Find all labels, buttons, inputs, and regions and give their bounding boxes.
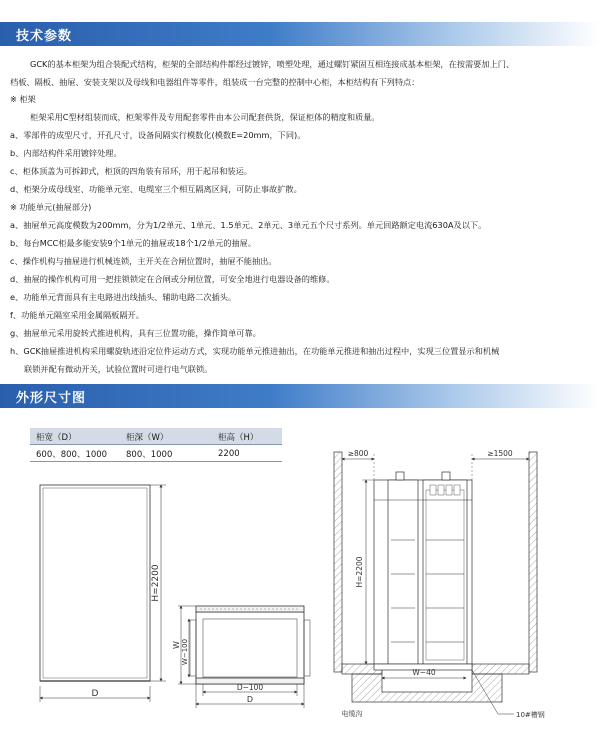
frame-item-d: d、柜架分成母线室、功能单元室、电缆室三个相互隔离区间，可防止事故扩散。 [10, 184, 302, 194]
top-depth-inner-label: W−100 [181, 638, 189, 666]
top-width-label: D [246, 695, 254, 704]
top-width-inner-label: D−100 [236, 683, 264, 692]
intro-line-2: 档板、隔板、抽屉、安装支架以及母线和电器组件等零件，组装成一台完整的控制中心柜，本柜结构有下列特点： [10, 77, 420, 87]
side-front-clearance-label: ≥800 [347, 449, 369, 458]
functional-item-b: b、每台MCC柜最多能安装9个1单元的抽屉或18个1/2单元的抽屉。 [10, 238, 257, 248]
side-rear-clearance-label: ≥1500 [487, 449, 513, 458]
side-base-label: W−40 [412, 668, 436, 677]
functional-item-h: h、GCK抽屉推进机构采用螺旋轨迹沿定位件运动方式，实现功能单元推进抽出，在功能单元推进和抽出过程中，实现三位置显示和机械 [10, 346, 500, 356]
front-height-label: H=2200 [151, 564, 161, 602]
value-height: 2200 [212, 445, 282, 462]
intro-line-1: GCK的基本柜架为组合装配式结构，柜架的全部结构件都经过镀锌，喷塑处理，通过螺钉紧固互相连接成基本柜架，在按需要加上门、 [30, 59, 515, 69]
frame-item-c: c、柜体顶盖为可拆卸式，柜顶的四角装有吊环，用于起吊和装运。 [10, 166, 252, 176]
front-width-label: D [91, 689, 99, 699]
section-title: 外形尺寸图 [16, 391, 87, 406]
frame-item-a: a、零部件的成型尺寸，开孔尺寸，设备间隔实行模数化(模数E=20mm，下同)。 [10, 130, 306, 140]
frame-item-b: b、内部结构件采用镀锌处理。 [10, 148, 122, 158]
value-width: 600、800、1000 [30, 445, 120, 462]
channel-steel-label: 10#槽钢 [516, 711, 545, 719]
frame-desc: 柜架采用C型材组装而成，柜架零件及专用配套零件由本公司配套供货，保证柜体的精度和质量。 [30, 112, 380, 122]
side-height-label: H=2200 [355, 556, 364, 588]
header-height: 柜高（H） [212, 428, 282, 445]
cable-trench-label: 电缆沟 [341, 710, 363, 718]
header-depth: 柜深（W） [120, 428, 212, 445]
functional-item-h-cont: 联锁并配有微动开关，试验位置时可进行电气联锁。 [24, 364, 213, 374]
functional-item-d: d、抽屉的操作机构可用一把挂锁锁定在合闸或分闸位置，可安全地进行电器设备的维修。 [10, 274, 335, 284]
section-title: 技术参数 [16, 29, 73, 44]
functional-item-g: g、抽屉单元采用旋转式推进机构，具有三位置功能，操作简单可靠。 [10, 328, 261, 338]
frame-heading: ※ 柜架 [10, 94, 36, 104]
top-depth-label: W [172, 641, 181, 649]
header-width: 柜宽（D） [30, 428, 120, 445]
value-depth: 800、1000 [120, 445, 212, 462]
functional-item-f: f、功能单元隔室采用金属隔板隔开。 [10, 310, 144, 320]
functional-item-a: a、抽屉单元高度模数为200mm，分为1/2单元、1单元、1.5单元、2单元、3单元五个尺寸系列。单元回路额定电流630A及以下。 [10, 220, 487, 230]
functional-item-c: c、操作机构与抽屉进行机械连锁，主开关在合闸位置时，抽屉不能抽出。 [10, 256, 277, 266]
front-view-drawing [40, 485, 166, 702]
functional-heading: ※ 功能单元(抽屉部分) [10, 202, 92, 212]
functional-item-e: e、功能单元背面具有主电路进出线插头、辅助电路二次插头。 [10, 292, 237, 302]
top-view-drawing [178, 606, 310, 708]
